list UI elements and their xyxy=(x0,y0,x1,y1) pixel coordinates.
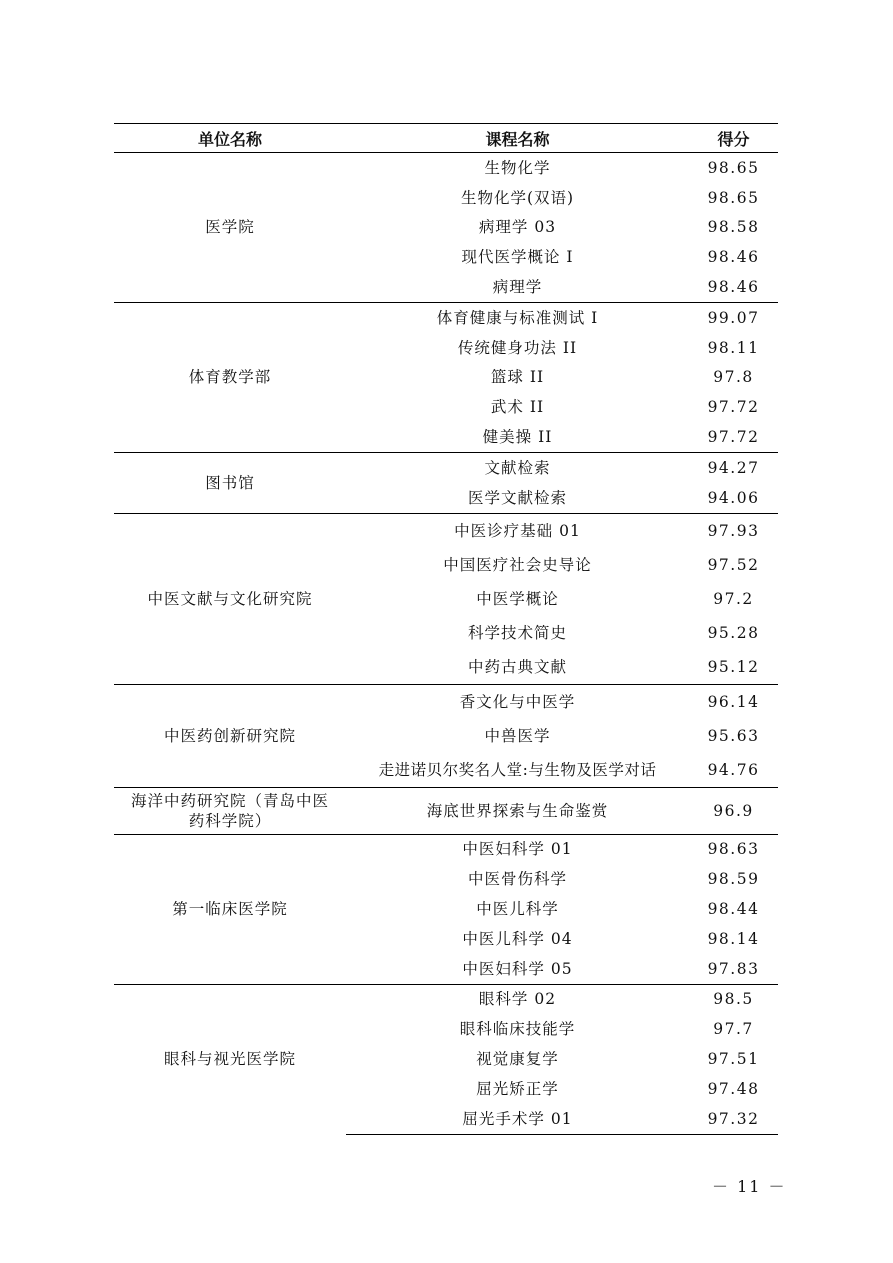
header-unit: 单位名称 xyxy=(114,124,346,153)
course-name-cell: 体育健康与标准测试 I xyxy=(346,302,689,332)
score-cell: 94.06 xyxy=(707,488,760,507)
score-cell: 95.63 xyxy=(707,726,760,745)
score-cell: 99.07 xyxy=(689,302,778,332)
score-cell: 95.12 xyxy=(707,657,760,676)
course-name-cell: 中医儿科学 04 xyxy=(462,929,573,948)
course-name-cell: 中药古典文献 xyxy=(467,657,567,676)
score-cell: 98.65 xyxy=(689,153,778,183)
table-row xyxy=(114,834,778,864)
course-name-cell: 病理学 xyxy=(492,278,543,297)
score-cell: 95.28 xyxy=(707,623,760,642)
unit-name-cell: 中医药创新研究院 xyxy=(114,684,346,787)
score-cell: 94.27 xyxy=(689,452,778,482)
score-cell: 97.51 xyxy=(707,1050,760,1069)
course-name-cell: 健美操 II xyxy=(482,428,553,447)
unit-name-cell: 眼科与视光医学院 xyxy=(114,984,346,1134)
score-cell: 97.72 xyxy=(707,428,760,447)
score-cell: 96.9 xyxy=(689,787,778,834)
table-row xyxy=(114,513,778,548)
unit-name-cell: 第一临床医学院 xyxy=(114,834,346,984)
course-name-cell: 视觉康复学 xyxy=(476,1050,559,1069)
course-name-cell: 海底世界探索与生命鉴赏 xyxy=(346,787,689,834)
table-row xyxy=(114,153,778,183)
table-row xyxy=(114,452,778,482)
course-score-table xyxy=(114,123,778,1135)
score-cell: 97.48 xyxy=(707,1079,760,1098)
score-cell: 98.58 xyxy=(707,218,760,237)
course-name-cell: 眼科临床技能学 xyxy=(459,1020,576,1039)
score-cell: 98.63 xyxy=(689,834,778,864)
page-number: － 11 － xyxy=(712,1177,787,1196)
course-name-cell: 屈光矫正学 xyxy=(476,1079,559,1098)
score-cell: 98.65 xyxy=(707,188,760,207)
score-cell: 97.32 xyxy=(689,1104,778,1134)
score-cell: 98.11 xyxy=(707,338,760,357)
header-score: 得分 xyxy=(689,124,778,153)
score-cell: 96.14 xyxy=(689,684,778,719)
course-name-cell: 篮球 II xyxy=(490,368,545,387)
course-name-cell: 中国医疗社会史导论 xyxy=(443,555,592,574)
course-name-cell: 中医妇科学 01 xyxy=(346,834,689,864)
course-name-cell: 文献检索 xyxy=(346,452,689,482)
course-name-cell: 传统健身功法 II xyxy=(457,338,578,357)
unit-name-cell: 中医文献与文化研究院 xyxy=(114,513,346,684)
course-name-cell: 生物化学 xyxy=(346,153,689,183)
unit-name-cell: 医学院 xyxy=(114,153,346,303)
course-name-cell: 中医儿科学 xyxy=(476,900,559,919)
score-cell: 97.2 xyxy=(713,589,754,608)
header-row xyxy=(114,124,778,153)
unit-name-cell: 海洋中药研究院（青岛中医药科学院） xyxy=(114,787,346,834)
score-cell: 94.76 xyxy=(707,760,760,779)
score-cell: 98.14 xyxy=(707,929,760,948)
score-cell: 97.8 xyxy=(713,368,754,387)
course-name-cell: 武术 II xyxy=(490,398,545,417)
unit-name-cell: 图书馆 xyxy=(114,452,346,513)
score-cell: 97.83 xyxy=(707,959,760,978)
table-row xyxy=(114,787,778,834)
course-name-cell: 中医妇科学 05 xyxy=(462,959,573,978)
score-cell: 98.59 xyxy=(707,870,760,889)
course-name-cell: 病理学 03 xyxy=(478,218,557,237)
score-cell: 97.72 xyxy=(707,398,760,417)
course-name-cell: 医学文献检索 xyxy=(467,488,567,507)
score-cell: 97.93 xyxy=(689,513,778,548)
table-row xyxy=(114,302,778,332)
course-name-cell: 眼科学 02 xyxy=(346,984,689,1014)
course-name-cell: 科学技术简史 xyxy=(467,623,567,642)
document-body xyxy=(114,123,778,1135)
table-row xyxy=(114,984,778,1014)
course-name-cell: 走进诺贝尔奖名人堂:与生物及医学对话 xyxy=(378,760,657,779)
score-cell: 98.44 xyxy=(707,900,760,919)
course-name-cell: 中医骨伤科学 xyxy=(467,870,567,889)
score-cell: 98.5 xyxy=(689,984,778,1014)
score-cell: 97.52 xyxy=(707,555,760,574)
unit-name-cell: 体育教学部 xyxy=(114,302,346,452)
course-name-cell: 屈光手术学 01 xyxy=(346,1104,689,1134)
score-cell: 97.7 xyxy=(713,1020,754,1039)
course-name-cell: 生物化学(双语) xyxy=(460,188,575,207)
course-name-cell: 中兽医学 xyxy=(484,726,551,745)
course-name-cell: 香文化与中医学 xyxy=(346,684,689,719)
course-name-cell: 中医诊疗基础 01 xyxy=(346,513,689,548)
course-name-cell: 中医学概论 xyxy=(476,589,559,608)
course-name-cell: 现代医学概论 I xyxy=(461,248,574,267)
table-body xyxy=(114,153,778,1135)
table-row xyxy=(114,684,778,719)
score-cell: 98.46 xyxy=(707,278,760,297)
header-course: 课程名称 xyxy=(346,124,689,153)
score-cell: 98.46 xyxy=(707,248,760,267)
